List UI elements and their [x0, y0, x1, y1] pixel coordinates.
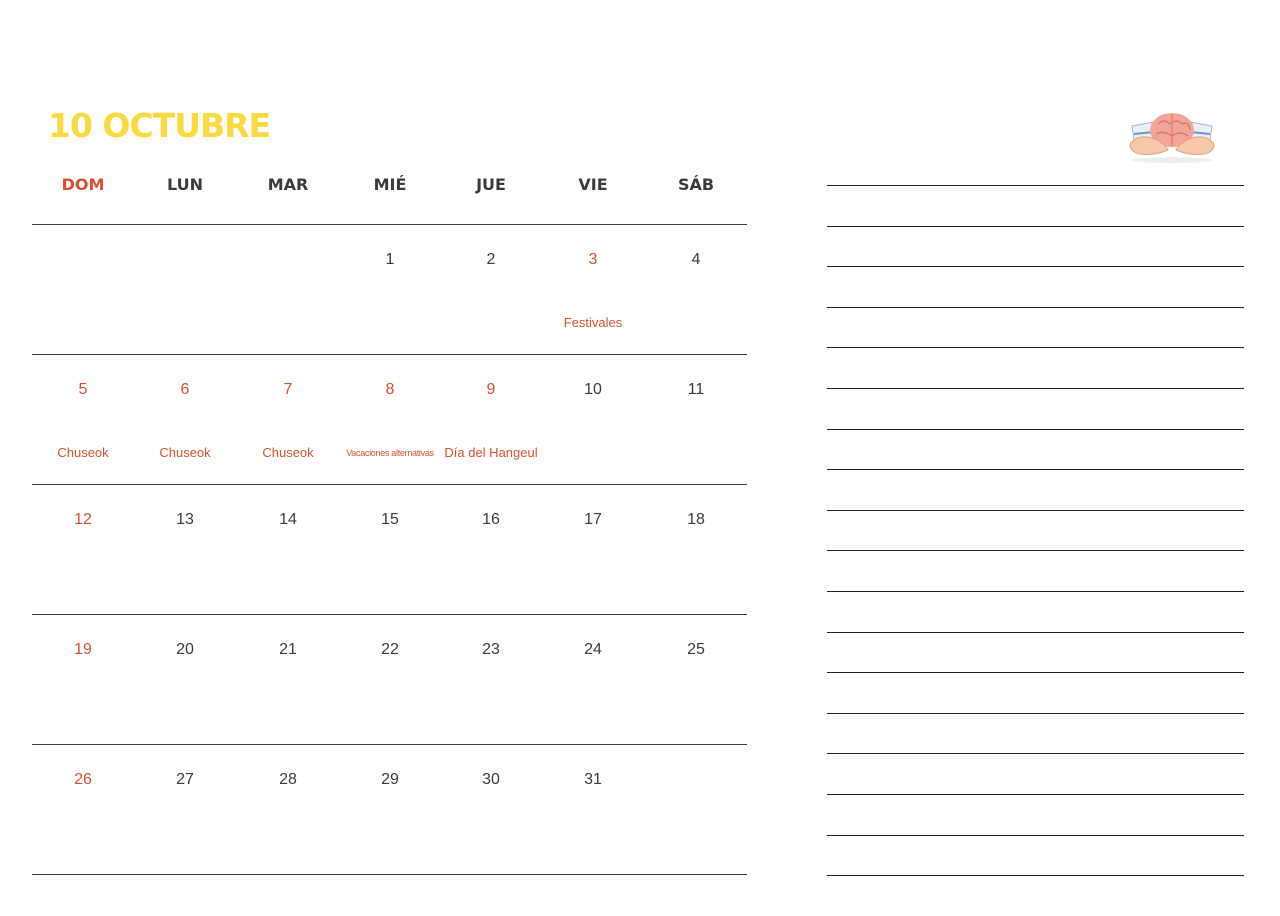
calendar-day-number: 24 — [584, 641, 602, 658]
weekday-wednesday: MIÉ — [373, 175, 407, 194]
calendar-day-number: 14 — [279, 511, 297, 528]
note-line — [827, 794, 1244, 795]
calendar-day-number: 29 — [381, 771, 399, 788]
note-line — [827, 388, 1244, 389]
calendar-day-number: 17 — [584, 511, 602, 528]
calendar-day-number: 23 — [482, 641, 500, 658]
weekday-saturday: SÁB — [677, 175, 715, 194]
calendar-day-number: 11 — [687, 381, 705, 398]
calendar-day-number: 27 — [176, 771, 194, 788]
calendar-day-number: 3 — [588, 251, 598, 268]
calendar-day-number: 21 — [279, 641, 297, 658]
note-line — [827, 429, 1244, 430]
note-line — [827, 713, 1244, 714]
brain-hands-illustration — [1124, 104, 1220, 166]
calendar-day-number: 18 — [687, 511, 705, 528]
note-line — [827, 266, 1244, 267]
calendar-day-number: 30 — [482, 771, 500, 788]
calendar-day-number: 9 — [486, 381, 496, 398]
calendar-day-number: 6 — [180, 381, 190, 398]
note-line — [827, 753, 1244, 754]
calendar-day-number: 5 — [78, 381, 88, 398]
note-line — [827, 672, 1244, 673]
calendar-event-label: Chuseok — [262, 445, 314, 460]
calendar-day-number: 8 — [385, 381, 395, 398]
note-line — [827, 469, 1244, 470]
calendar-event-label: Chuseok — [159, 445, 211, 460]
calendar-day-number: 1 — [385, 251, 395, 268]
calendar-event-label: Vacaciones alternativas — [346, 448, 434, 458]
calendar-day-number: 28 — [279, 771, 297, 788]
calendar-day-number: 2 — [486, 251, 496, 268]
calendar-event-label: Festivales — [563, 315, 623, 330]
calendar-row-divider — [32, 484, 747, 485]
calendar-day-number: 10 — [584, 381, 602, 398]
calendar-day-number: 19 — [74, 641, 92, 658]
calendar-day-number: 13 — [176, 511, 194, 528]
calendar-row-divider — [32, 874, 747, 875]
calendar-event-label: Día del Hangeul — [444, 445, 538, 460]
calendar-day-number: 16 — [482, 511, 500, 528]
weekday-sunday: DOM — [61, 175, 105, 194]
calendar-row-divider — [32, 354, 747, 355]
note-line — [827, 835, 1244, 836]
note-line — [827, 510, 1244, 511]
calendar-row-divider — [32, 224, 747, 225]
weekday-tuesday: MAR — [267, 175, 309, 194]
calendar-row-divider — [32, 614, 747, 615]
calendar-day-number: 7 — [283, 381, 293, 398]
note-line — [827, 307, 1244, 308]
note-line — [827, 591, 1244, 592]
note-line — [827, 550, 1244, 551]
page-title: 10 OCTUBRE — [48, 106, 271, 145]
calendar-day-number: 25 — [687, 641, 705, 658]
calendar-day-number: 12 — [74, 511, 92, 528]
calendar-day-number: 26 — [74, 771, 92, 788]
note-line — [827, 875, 1244, 876]
calendar-day-number: 4 — [691, 251, 701, 268]
weekday-thursday: JUE — [476, 175, 506, 194]
weekday-friday: VIE — [578, 175, 608, 194]
note-line — [827, 347, 1244, 348]
weekday-monday: LUN — [166, 175, 203, 194]
note-line — [827, 226, 1244, 227]
calendar-day-number: 20 — [176, 641, 194, 658]
note-line — [827, 632, 1244, 633]
calendar-day-number: 31 — [584, 771, 602, 788]
calendar-day-number: 22 — [381, 641, 399, 658]
note-line — [827, 185, 1244, 186]
calendar-day-number: 15 — [381, 511, 399, 528]
calendar-row-divider — [32, 744, 747, 745]
calendar-event-label: Chuseok — [57, 445, 109, 460]
